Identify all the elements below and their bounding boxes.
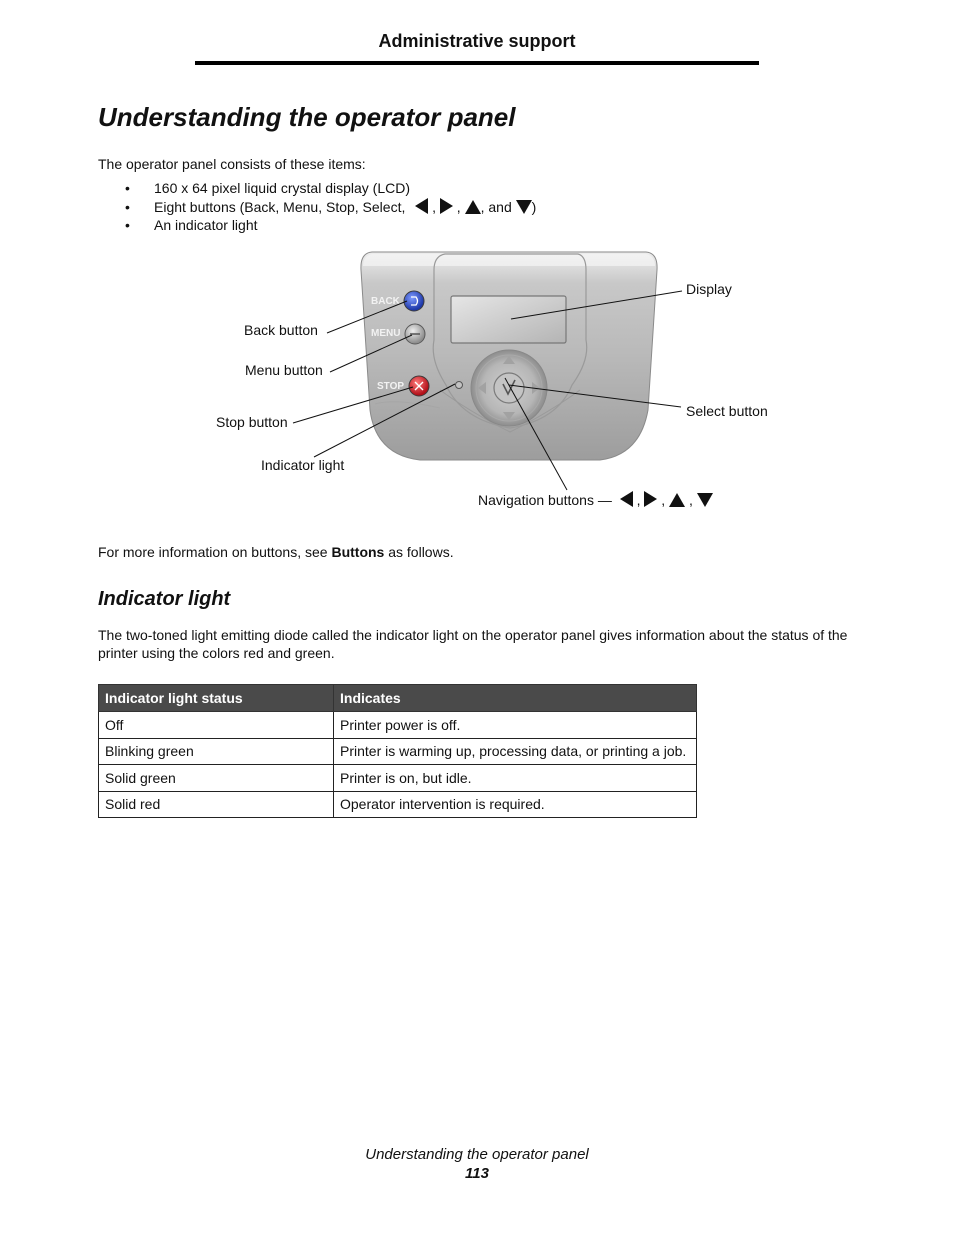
column-header: Indicator light status bbox=[99, 685, 334, 712]
indicator-status-table bbox=[98, 684, 697, 818]
select-button[interactable] bbox=[494, 373, 524, 403]
table-cell: Off bbox=[99, 712, 334, 739]
display-callout: Display bbox=[686, 281, 732, 297]
footer-title: Understanding the operator panel bbox=[365, 1146, 589, 1163]
stop-button-callout: Stop button bbox=[216, 414, 288, 430]
table-cell: Operator intervention is required. bbox=[334, 791, 697, 818]
table-cell: Printer is warming up, processing data, or printing a job. bbox=[334, 738, 697, 765]
list-item-text: An indicator light bbox=[154, 217, 258, 233]
more-info-suffix: as follows. bbox=[384, 544, 454, 560]
arrow-left-icon bbox=[620, 491, 633, 507]
list-item-text-end: ) bbox=[531, 198, 537, 215]
table-header-row bbox=[99, 685, 697, 712]
list-item-text-and: , and bbox=[480, 198, 512, 215]
table-row bbox=[99, 765, 697, 792]
table-row bbox=[99, 738, 697, 765]
menu-panel-label: MENU bbox=[371, 328, 401, 339]
table-cell: Printer is on, but idle. bbox=[334, 765, 697, 792]
table-cell: Solid green bbox=[99, 765, 334, 792]
menu-button-callout: Menu button bbox=[245, 362, 323, 378]
column-header: Indicates bbox=[334, 685, 697, 712]
running-header: Administrative support bbox=[378, 31, 576, 51]
buttons-reference: Buttons bbox=[331, 544, 385, 560]
section-paragraph: The two-toned light emitting diode called the indicator light on the operator panel gives information about the status of the printer using the colors red and green. bbox=[98, 627, 848, 661]
bullet-icon: • bbox=[125, 180, 130, 196]
stop-panel-label: STOP bbox=[377, 381, 405, 392]
select-button-callout: Select button bbox=[686, 403, 768, 419]
bullet-icon: • bbox=[125, 217, 130, 233]
list-item: • Eight buttons (Back, Menu, Stop, Select, , , , and ) bbox=[125, 198, 537, 215]
arrow-right-icon bbox=[644, 491, 657, 507]
navigation-buttons-callout: Navigation buttons — , , , bbox=[478, 491, 713, 508]
back-button-callout: Back button bbox=[244, 322, 318, 338]
indicator-light bbox=[456, 382, 463, 389]
arrow-down-icon bbox=[697, 493, 713, 507]
lcd-display bbox=[451, 296, 566, 343]
table-cell: Blinking green bbox=[99, 738, 334, 765]
table-cell: Printer power is off. bbox=[334, 712, 697, 739]
section-title: Indicator light bbox=[98, 588, 231, 610]
arrow-up-icon bbox=[669, 493, 685, 507]
list-item-text: Eight buttons (Back, Menu, Stop, Select, bbox=[154, 198, 406, 215]
more-info-prefix: For more information on buttons, see bbox=[98, 544, 332, 560]
table-cell: Solid red bbox=[99, 791, 334, 818]
intro-text: The operator panel consists of these items: bbox=[98, 156, 366, 172]
bullet-icon: • bbox=[125, 198, 130, 215]
list-item-text: 160 x 64 pixel liquid crystal display (LCD) bbox=[154, 180, 410, 196]
page-number: 113 bbox=[465, 1165, 489, 1182]
table-row bbox=[99, 791, 697, 818]
navigation-buttons-label: Navigation buttons — bbox=[478, 492, 612, 508]
back-panel-label: BACK bbox=[371, 296, 400, 307]
indicator-light-callout: Indicator light bbox=[261, 457, 345, 473]
page-title: Understanding the operator panel bbox=[98, 102, 516, 132]
table-row bbox=[99, 712, 697, 739]
more-info-text bbox=[98, 543, 454, 561]
